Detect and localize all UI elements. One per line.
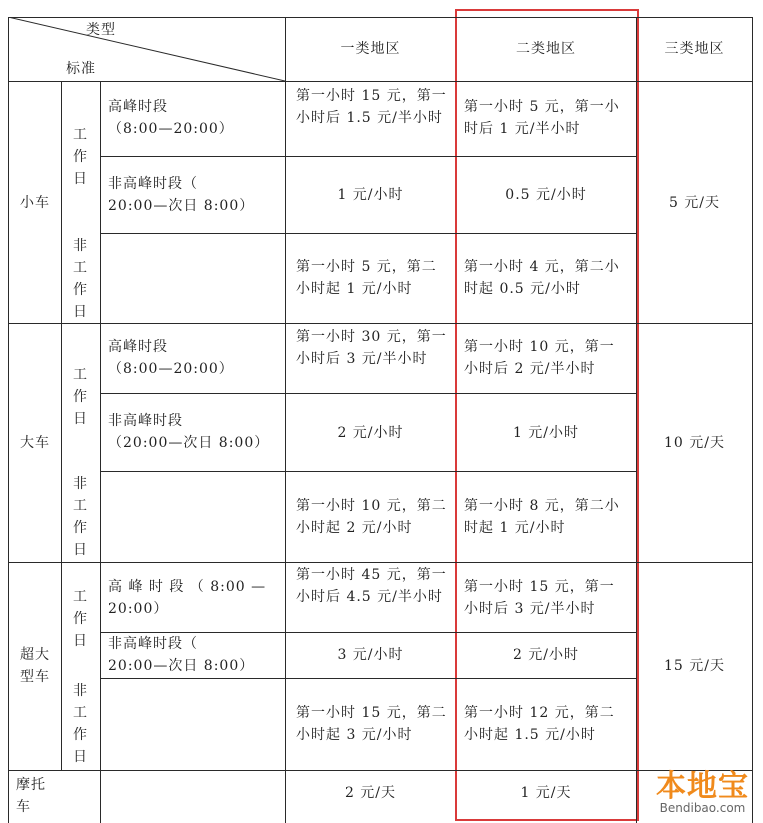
xl-car-peak-r2: 第一小时 15 元，第一小时后 3 元/半小时 xyxy=(464,579,615,617)
small-car-offpeak-r1: 1 元/小时 xyxy=(337,187,404,203)
grid-line xyxy=(8,770,752,771)
small-car-offpeak: 非高峰时段（ 20:00—次日 8:00） xyxy=(108,176,255,214)
small-car-r3: 5 元/天 xyxy=(668,195,721,211)
small-car-peak-r1: 第一小时 15 元，第一小时后 1.5 元/半小时 xyxy=(296,88,447,126)
header-standard-label: 标准 xyxy=(66,61,96,77)
grid-line xyxy=(285,17,286,823)
grid-line xyxy=(8,17,9,823)
small-car-label: 小车 xyxy=(20,195,50,211)
motorcycle-r1: 2 元/天 xyxy=(344,785,397,801)
large-car-offpeak-r2: 1 元/小时 xyxy=(512,425,580,441)
xl-car-nonworkday: 非 工 作 日 xyxy=(73,683,87,765)
xl-car-workday: 工 作 日 xyxy=(73,589,87,649)
xl-car-nonwork-r1: 第一小时 15 元，第二小时起 3 元/小时 xyxy=(296,705,447,743)
grid-line xyxy=(100,393,636,394)
xl-car-r3: 15 元/天 xyxy=(664,658,725,674)
grid-line xyxy=(100,81,101,823)
grid-line xyxy=(8,562,752,563)
bendibao-logo xyxy=(656,761,749,815)
grid-line xyxy=(100,678,636,679)
small-car-peak-r2: 第一小时 5 元，第一小时后 1 元/半小时 xyxy=(464,99,620,137)
large-car-peak-r2: 第一小时 10 元，第一小时后 2 元/半小时 xyxy=(464,339,615,377)
large-car-offpeak-r1: 2 元/小时 xyxy=(337,425,404,441)
small-car-workday: 工 作 日 xyxy=(73,127,87,187)
grid-line xyxy=(100,233,636,234)
xl-car-offpeak-r1: 3 元/小时 xyxy=(337,647,404,663)
header-region3: 三类地区 xyxy=(664,41,725,57)
xl-car-nonwork-r2: 第一小时 12 元，第二小时起 1.5 元/小时 xyxy=(464,705,615,743)
header-region2: 二类地区 xyxy=(516,41,576,57)
small-car-nonwork-r1: 第一小时 5 元，第二小时起 1 元/小时 xyxy=(296,259,437,297)
xl-car-offpeak: 非高峰时段（ 20:00—次日 8:00） xyxy=(108,636,255,674)
grid-line xyxy=(636,17,637,823)
header-region1: 一类地区 xyxy=(340,41,401,57)
large-car-nonworkday: 非 工 作 日 xyxy=(73,476,87,558)
grid-line xyxy=(8,81,752,82)
grid-line xyxy=(752,17,753,823)
xl-car-peak-r1: 第一小时 45 元，第一小时后 4.5 元/半小时 xyxy=(296,567,447,605)
xl-car-peak: 高 峰 时 段 （ 8:00 — 20:00） xyxy=(108,579,267,617)
grid-line xyxy=(100,156,636,157)
xl-car-label: 超大 型车 xyxy=(20,647,50,685)
grid-line xyxy=(8,323,752,324)
large-car-peak: 高峰时段 （8:00—20:00） xyxy=(108,339,234,377)
large-car-r3: 10 元/天 xyxy=(664,435,725,451)
large-car-peak-r1: 第一小时 30 元，第一小时后 3 元/半小时 xyxy=(296,329,447,367)
small-car-nonwork-r2: 第一小时 4 元，第二小时起 0.5 元/小时 xyxy=(464,259,620,297)
grid-line xyxy=(100,471,636,472)
large-car-nonwork-r2: 第一小时 8 元，第二小时起 1 元/小时 xyxy=(464,498,620,536)
large-car-nonwork-r1: 第一小时 10 元，第二小时起 2 元/小时 xyxy=(296,498,447,536)
logo-main-text: 本地宝 xyxy=(656,769,749,804)
logo-sub-text: Bendibao.com xyxy=(659,801,746,815)
header-diagonal-line xyxy=(8,17,285,81)
small-car-offpeak-r2: 0.5 元/小时 xyxy=(505,187,587,203)
large-car-workday: 工 作 日 xyxy=(73,367,87,427)
small-car-nonworkday: 非 工 作 日 xyxy=(73,238,87,320)
motorcycle-label: 摩托 车 xyxy=(16,777,46,815)
xl-car-offpeak-r2: 2 元/小时 xyxy=(512,647,580,663)
motorcycle-r2: 1 元/天 xyxy=(520,785,572,801)
grid-line xyxy=(61,81,62,770)
small-car-peak: 高峰时段 （8:00—20:00） xyxy=(108,99,234,137)
large-car-offpeak: 非高峰时段 （20:00—次日 8:00） xyxy=(108,413,270,451)
large-car-label: 大车 xyxy=(20,435,50,451)
header-type-label: 类型 xyxy=(86,22,116,38)
